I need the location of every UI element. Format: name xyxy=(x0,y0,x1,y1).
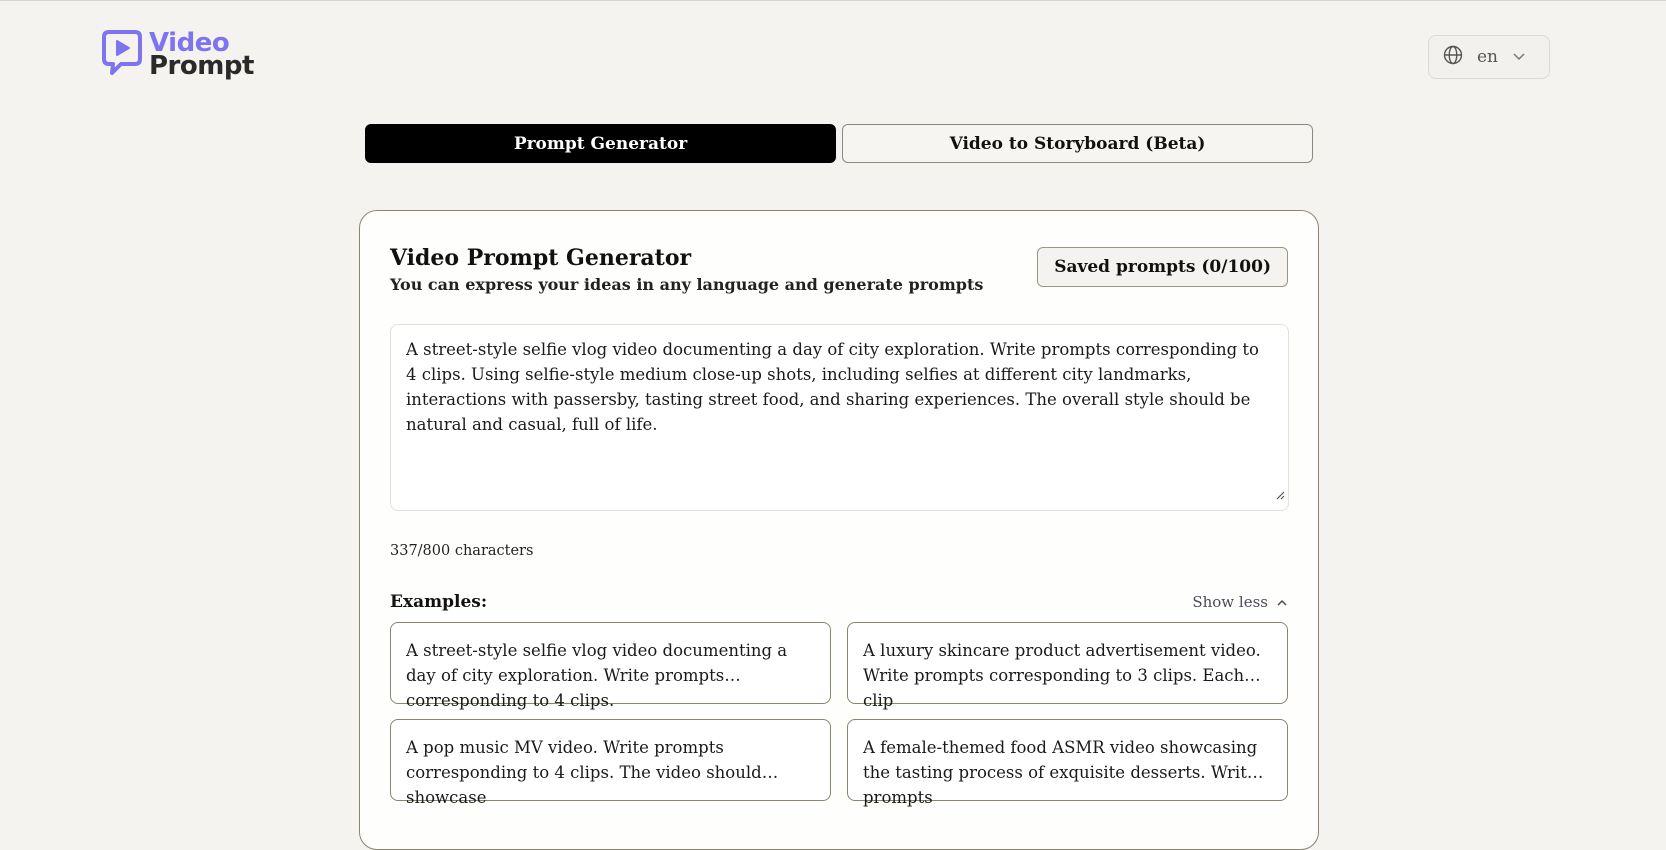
tab-prompt-generator[interactable]: Prompt Generator xyxy=(365,124,836,163)
example-text: A street-style selfie vlog video documenting a day of city exploration. Write prompts corresponding to 4 clips. xyxy=(406,641,788,710)
resize-handle-icon[interactable] xyxy=(1275,482,1285,507)
language-selector[interactable] xyxy=(1428,35,1550,79)
logo-line-1: Video xyxy=(149,28,230,58)
example-text: A pop music MV video. Write prompts corresponding to 4 clips. The video should showcase xyxy=(406,738,762,807)
saved-prompts-button[interactable]: Saved prompts (0/100) xyxy=(1037,247,1288,287)
examples-label: Examples: xyxy=(390,592,488,612)
show-less-toggle[interactable] xyxy=(1192,593,1288,611)
show-less-label: Show less xyxy=(1192,593,1268,611)
example-card[interactable] xyxy=(847,719,1288,807)
language-value: en xyxy=(1477,47,1499,67)
example-text: A luxury skincare product advertisement video. Write prompts corresponding to 3 clips. Each clip xyxy=(863,641,1261,710)
examples-grid xyxy=(390,622,1290,807)
chevron-down-icon xyxy=(1512,47,1526,67)
example-card[interactable] xyxy=(390,622,831,710)
logo-line-2: Prompt xyxy=(149,51,254,81)
character-count: 337/800 characters xyxy=(390,543,534,559)
play-bubble-icon xyxy=(101,29,143,81)
card-subtitle: You can express your ideas in any language and generate prompts xyxy=(390,275,984,294)
globe-icon xyxy=(1443,45,1463,70)
prompt-text: A street-style selfie vlog video documenting a day of city exploration. Write prompts corresponding to 4 clips. Using selfie-style medium close-up shots, including selfies at different city landmarks, interactions with passersby, tasting street food, and sharing experiences. The overall style should be natural and casual, full of life. xyxy=(406,340,1259,434)
mode-tabs xyxy=(365,124,1313,163)
logo[interactable] xyxy=(101,29,254,81)
example-card[interactable] xyxy=(847,622,1288,710)
example-card[interactable] xyxy=(390,719,831,807)
generator-card xyxy=(359,210,1319,850)
tab-video-to-storyboard[interactable]: Video to Storyboard (Beta) xyxy=(842,124,1313,163)
prompt-textarea[interactable] xyxy=(390,324,1289,511)
example-text: A female-themed food ASMR video showcasing the tasting process of exquisite desserts. Write prompts xyxy=(863,738,1258,807)
card-title: Video Prompt Generator xyxy=(390,245,692,271)
chevron-up-icon xyxy=(1276,593,1288,611)
